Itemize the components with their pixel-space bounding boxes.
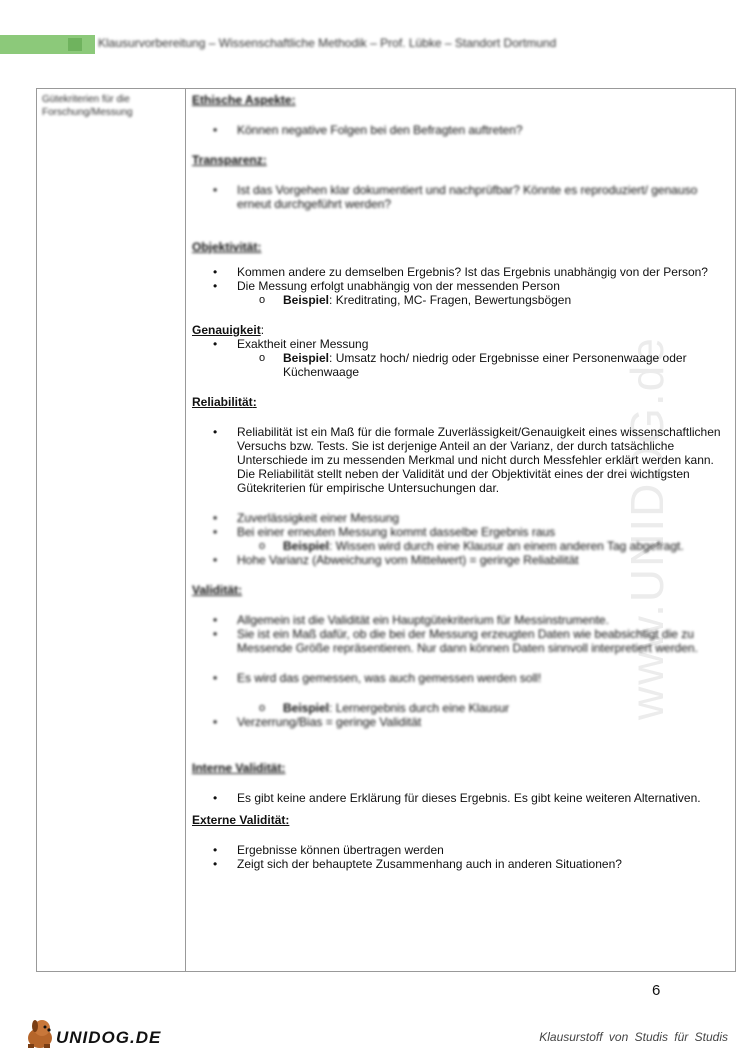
- list-item: • Es wird das gemessen, was auch gemessen werden soll!: [192, 671, 732, 685]
- page-number: 6: [652, 982, 661, 999]
- list-item: • Hohe Varianz (Abweichung vom Mittelwert) = geringe Reliabilität: [192, 553, 732, 567]
- sub-list-item: [192, 539, 732, 553]
- list-item: • Sie ist ein Maß dafür, ob die bei der Messung erzeugten Daten wie beabsichtigt die zu Messende Größe repräsentieren. Nur dann können Daten sinnvoll interpretiert werden.: [192, 627, 732, 655]
- heading-text: Genauigkeit: [192, 323, 261, 337]
- heading-colon: :: [252, 395, 257, 409]
- section-heading-objectivity: Objektivität:: [192, 240, 262, 254]
- example-text: : Umsatz hoch/ niedrig oder Ergebnisse einer Personenwaage oder Küchenwaage: [283, 351, 687, 379]
- unidog-logo: [22, 1016, 162, 1052]
- sub-list-item: [192, 351, 732, 379]
- section-heading-ethics: Ethische Aspekte:: [192, 93, 296, 107]
- example-text: : Lernergebnis durch eine Klausur: [329, 701, 510, 715]
- sub-list-item: [192, 293, 732, 307]
- example-text: : Wissen wird durch eine Klausur an einem anderen Tag abgefragt.: [329, 539, 684, 553]
- heading-colon: :: [260, 323, 265, 337]
- section-heading-validity: Validität:: [192, 583, 243, 597]
- column-divider: [185, 89, 186, 971]
- logo-text: UNIDOG.DE: [56, 1028, 162, 1047]
- list-item: • Zeigt sich der behauptete Zusammenhang auch in anderen Situationen?: [192, 857, 732, 871]
- list-item: • Bei einer erneuten Messung kommt dasselbe Ergebnis raus: [192, 525, 732, 539]
- list-item: • Allgemein ist die Validität ein Hauptgütekriterium für Messinstrumente.: [192, 613, 732, 627]
- list-item: • Ist das Vorgehen klar dokumentiert und nachprüfbar? Könnte es reproduziert/ genauso erneut durchgeführt werden?: [192, 183, 732, 211]
- list-item: • Die Messung erfolgt unabhängig von der messenden Person: [192, 279, 732, 293]
- example-text: : Kreditrating, MC- Fragen, Bewertungsbögen: [329, 293, 572, 307]
- footer-tagline: Klausurstoff von Studis für Studis: [539, 1030, 728, 1044]
- list-item: • Es gibt keine andere Erklärung für dieses Ergebnis. Es gibt keine weiteren Alternativen.: [192, 791, 732, 805]
- header-badge: [68, 38, 82, 51]
- watermark: www.UNIDOG.de: [621, 336, 673, 720]
- section-heading-reliability: [192, 395, 732, 409]
- section-heading-external-validity: Externe Validität:: [192, 813, 290, 827]
- document-header-title: Klausurvorbereitung – Wissenschaftliche Methodik – Prof. Lübke – Standort Dortmund: [98, 36, 557, 50]
- section-heading-internal-validity: Interne Validität:: [192, 761, 286, 775]
- left-cell-label: Gütekriterien für die Forschung/Messung: [42, 94, 133, 118]
- list-item: • Kommen andere zu demselben Ergebnis? Ist das Ergebnis unabhängig von der Person?: [192, 265, 732, 279]
- section-heading-transparency: Transparenz:: [192, 153, 267, 167]
- list-item: • Zuverlässigkeit einer Messung: [192, 511, 732, 525]
- list-item: • Exaktheit einer Messung: [192, 337, 732, 351]
- example-label: Beispiel: [283, 701, 330, 715]
- example-label: Beispiel: [283, 293, 330, 307]
- content-table: [36, 88, 736, 972]
- sub-list-item: [192, 701, 732, 715]
- example-label: Beispiel: [283, 351, 330, 365]
- example-label: Beispiel: [283, 539, 330, 553]
- list-item: • Ergebnisse können übertragen werden: [192, 843, 732, 857]
- dog-mascot-icon: [22, 1016, 58, 1050]
- list-item: • Reliabilität ist ein Maß für die formale Zuverlässigkeit/Genauigkeit eines wissenschaftlichen Versuchs bzw. Tests. Sie ist derjenige Anteil an der Varianz, der durch tatsächliche Unterschiede im zu messenden Merkmal und nicht durch Messfehler erklärt werden kann. Die Reliabilität stellt neben der Validität und der Objektivität eines der drei wichtigsten Gütekriterien für empirische Untersuchungen dar.: [192, 425, 732, 495]
- heading-text: Reliabilität: [192, 395, 253, 409]
- right-cell-content: [192, 89, 732, 871]
- section-heading-accuracy: [192, 323, 732, 337]
- list-item: • Verzerrung/Bias = geringe Validität: [192, 715, 732, 729]
- list-item: • Können negative Folgen bei den Befragten auftreten?: [192, 123, 732, 137]
